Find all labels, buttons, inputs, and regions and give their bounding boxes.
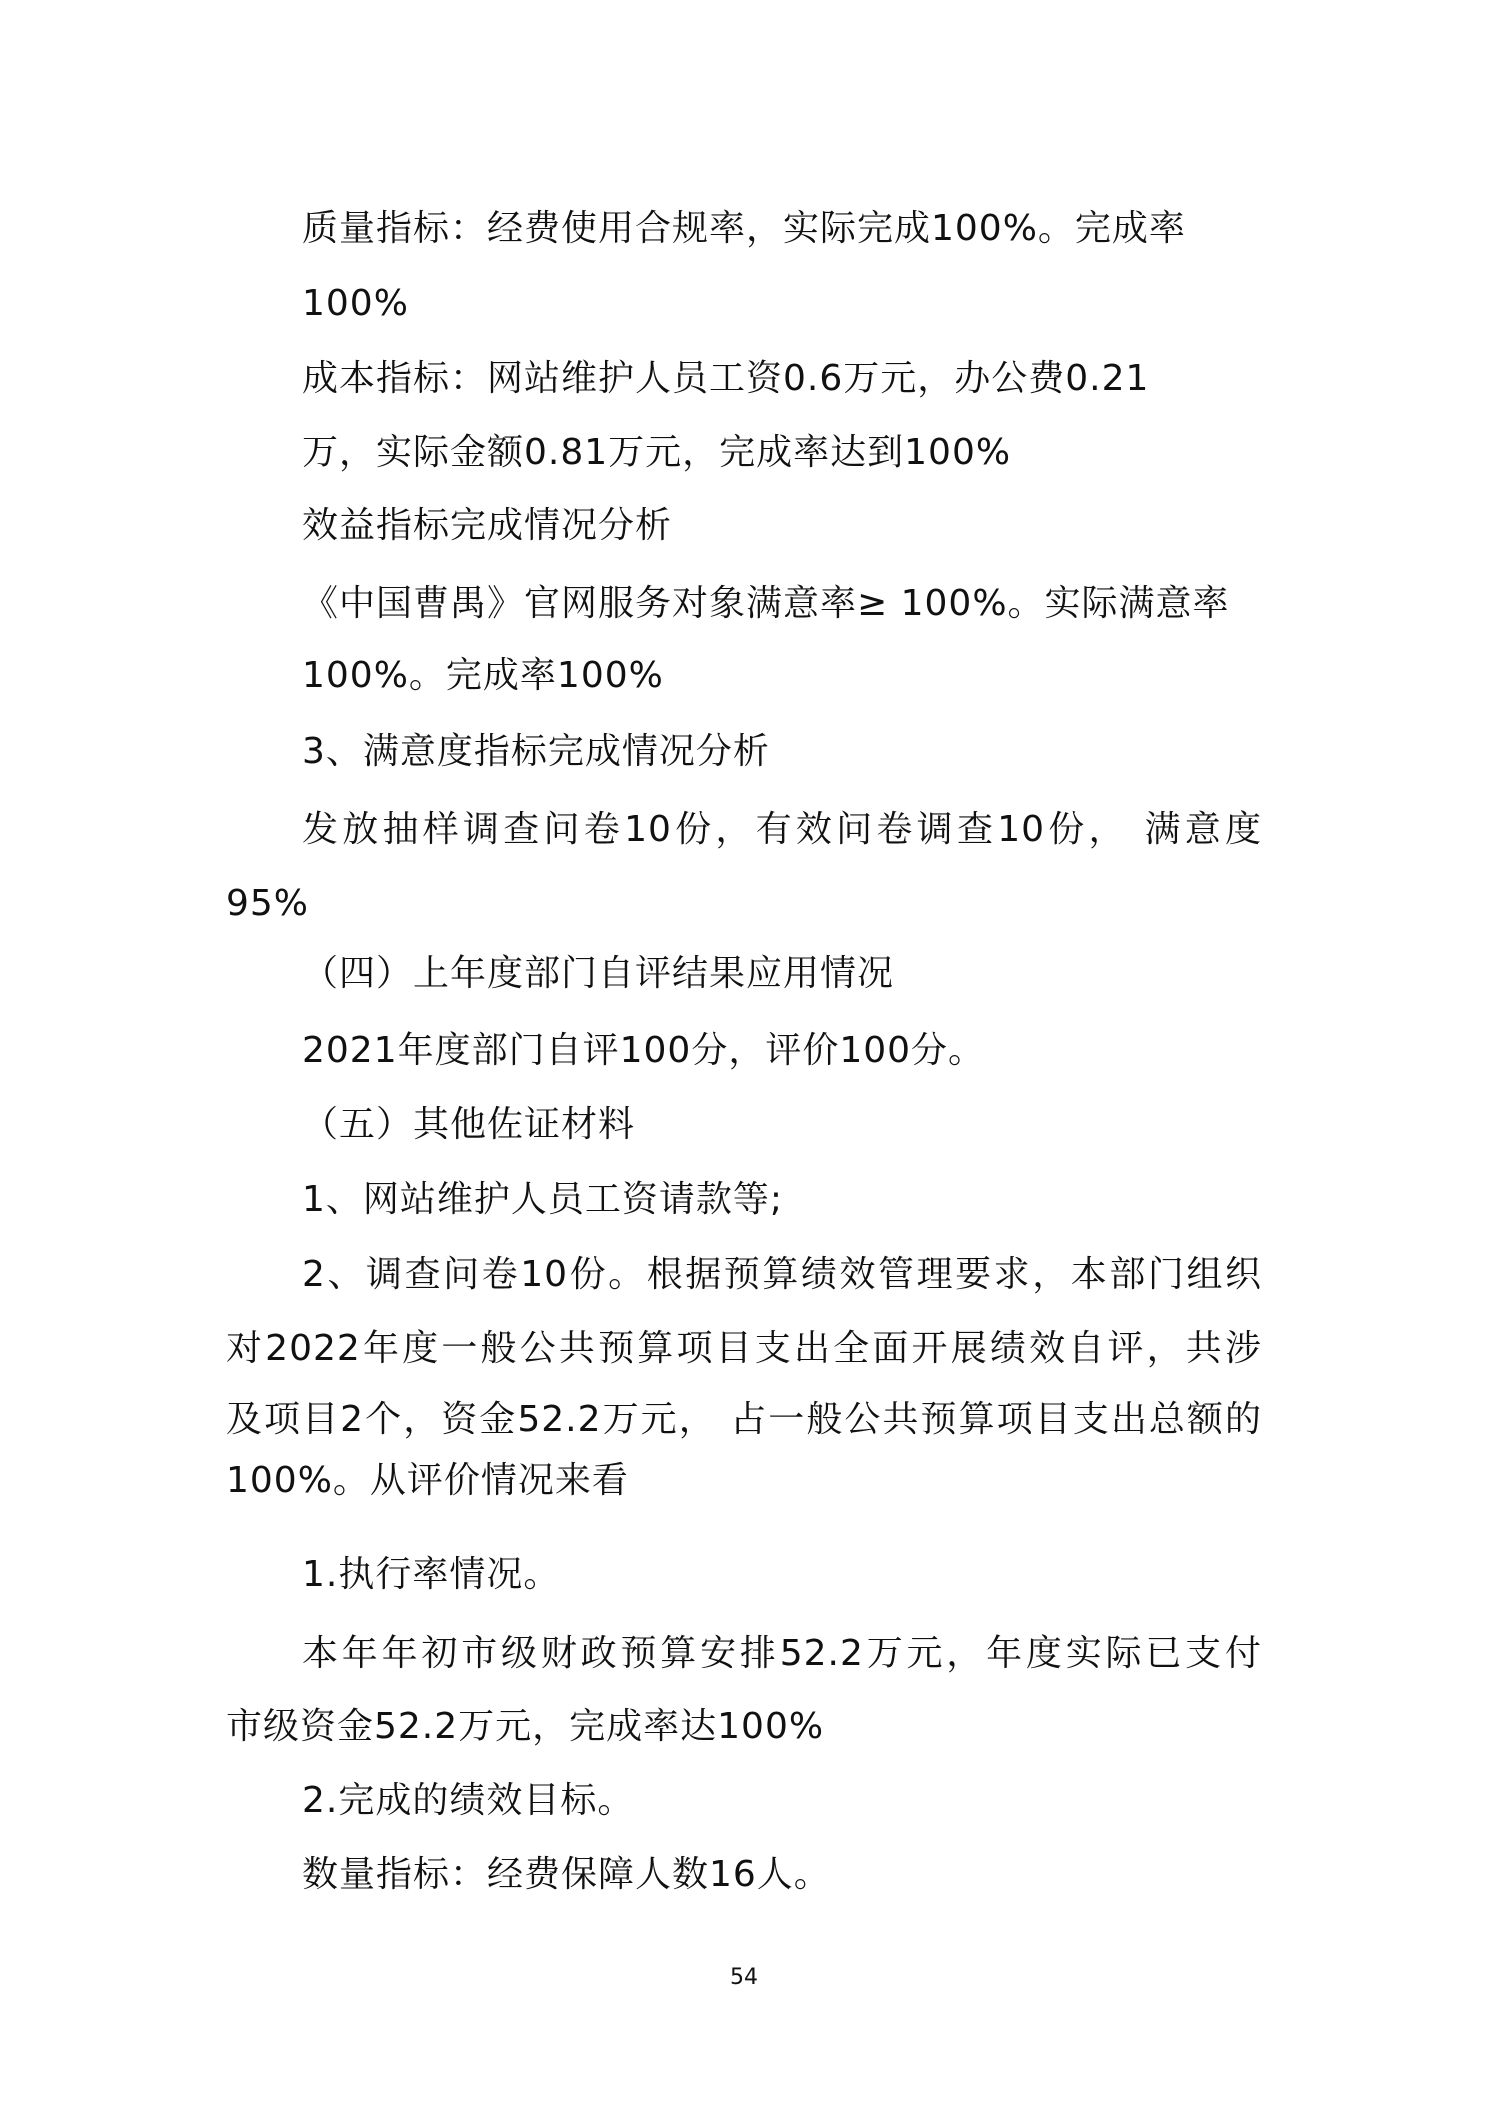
execution-rate-heading: 1.执行率情况。 [302, 1554, 561, 1595]
evidence-item-two-line: 2、调查问卷10份。根据预算绩效管理要求，本部门组织 [302, 1254, 1262, 1295]
survey-result-line: 95% [226, 883, 310, 924]
evaluation-paragraph-line: 对2022年度一般公共预算项目支出全面开展绩效自评，共涉 [226, 1328, 1262, 1369]
page-number: 54 [730, 1965, 758, 1990]
quality-indicator-rate: 100% [302, 283, 409, 324]
evaluation-paragraph-line: 100%。从评价情况来看 [226, 1460, 629, 1501]
evidence-item-one: 1、网站维护人员工资请款等; [302, 1179, 784, 1220]
evaluation-paragraph-line: 及项目2个，资金52.2万元， 占一般公共预算项目支出总额的 [226, 1399, 1262, 1440]
website-satisfaction-line: 《中国曹禺》官网服务对象满意率≥ 100%。实际满意率 [302, 583, 1230, 624]
cost-indicator-continuation: 万，实际金额0.81万元，完成率达到100% [302, 432, 1012, 473]
self-evaluation-result: 2021年度部门自评100分，评价100分。 [302, 1030, 986, 1071]
budget-paragraph-line: 本年年初市级财政预算安排52.2万元，年度实际已支付 [302, 1633, 1262, 1674]
section-five-heading: （五）其他佐证材料 [302, 1104, 636, 1145]
budget-paragraph-line: 市级资金52.2万元，完成率达100% [226, 1706, 825, 1747]
satisfaction-analysis-heading: 3、满意度指标完成情况分析 [302, 731, 770, 772]
survey-paragraph-line: 发放抽样调查问卷10份，有效问卷调查10份， 满意度 [302, 809, 1262, 850]
website-satisfaction-result: 100%。完成率100% [302, 655, 664, 696]
benefit-indicator-heading: 效益指标完成情况分析 [302, 505, 673, 546]
quality-indicator-line: 质量指标：经费使用合规率，实际完成100%。完成率 [302, 208, 1186, 249]
cost-indicator-line: 成本指标：网站维护人员工资0.6万元，办公费0.21 [302, 358, 1150, 399]
section-four-heading: （四）上年度部门自评结果应用情况 [302, 953, 895, 994]
completed-goals-heading: 2.完成的绩效目标。 [302, 1780, 635, 1821]
quantity-indicator-line: 数量指标：经费保障人数16人。 [302, 1854, 831, 1895]
